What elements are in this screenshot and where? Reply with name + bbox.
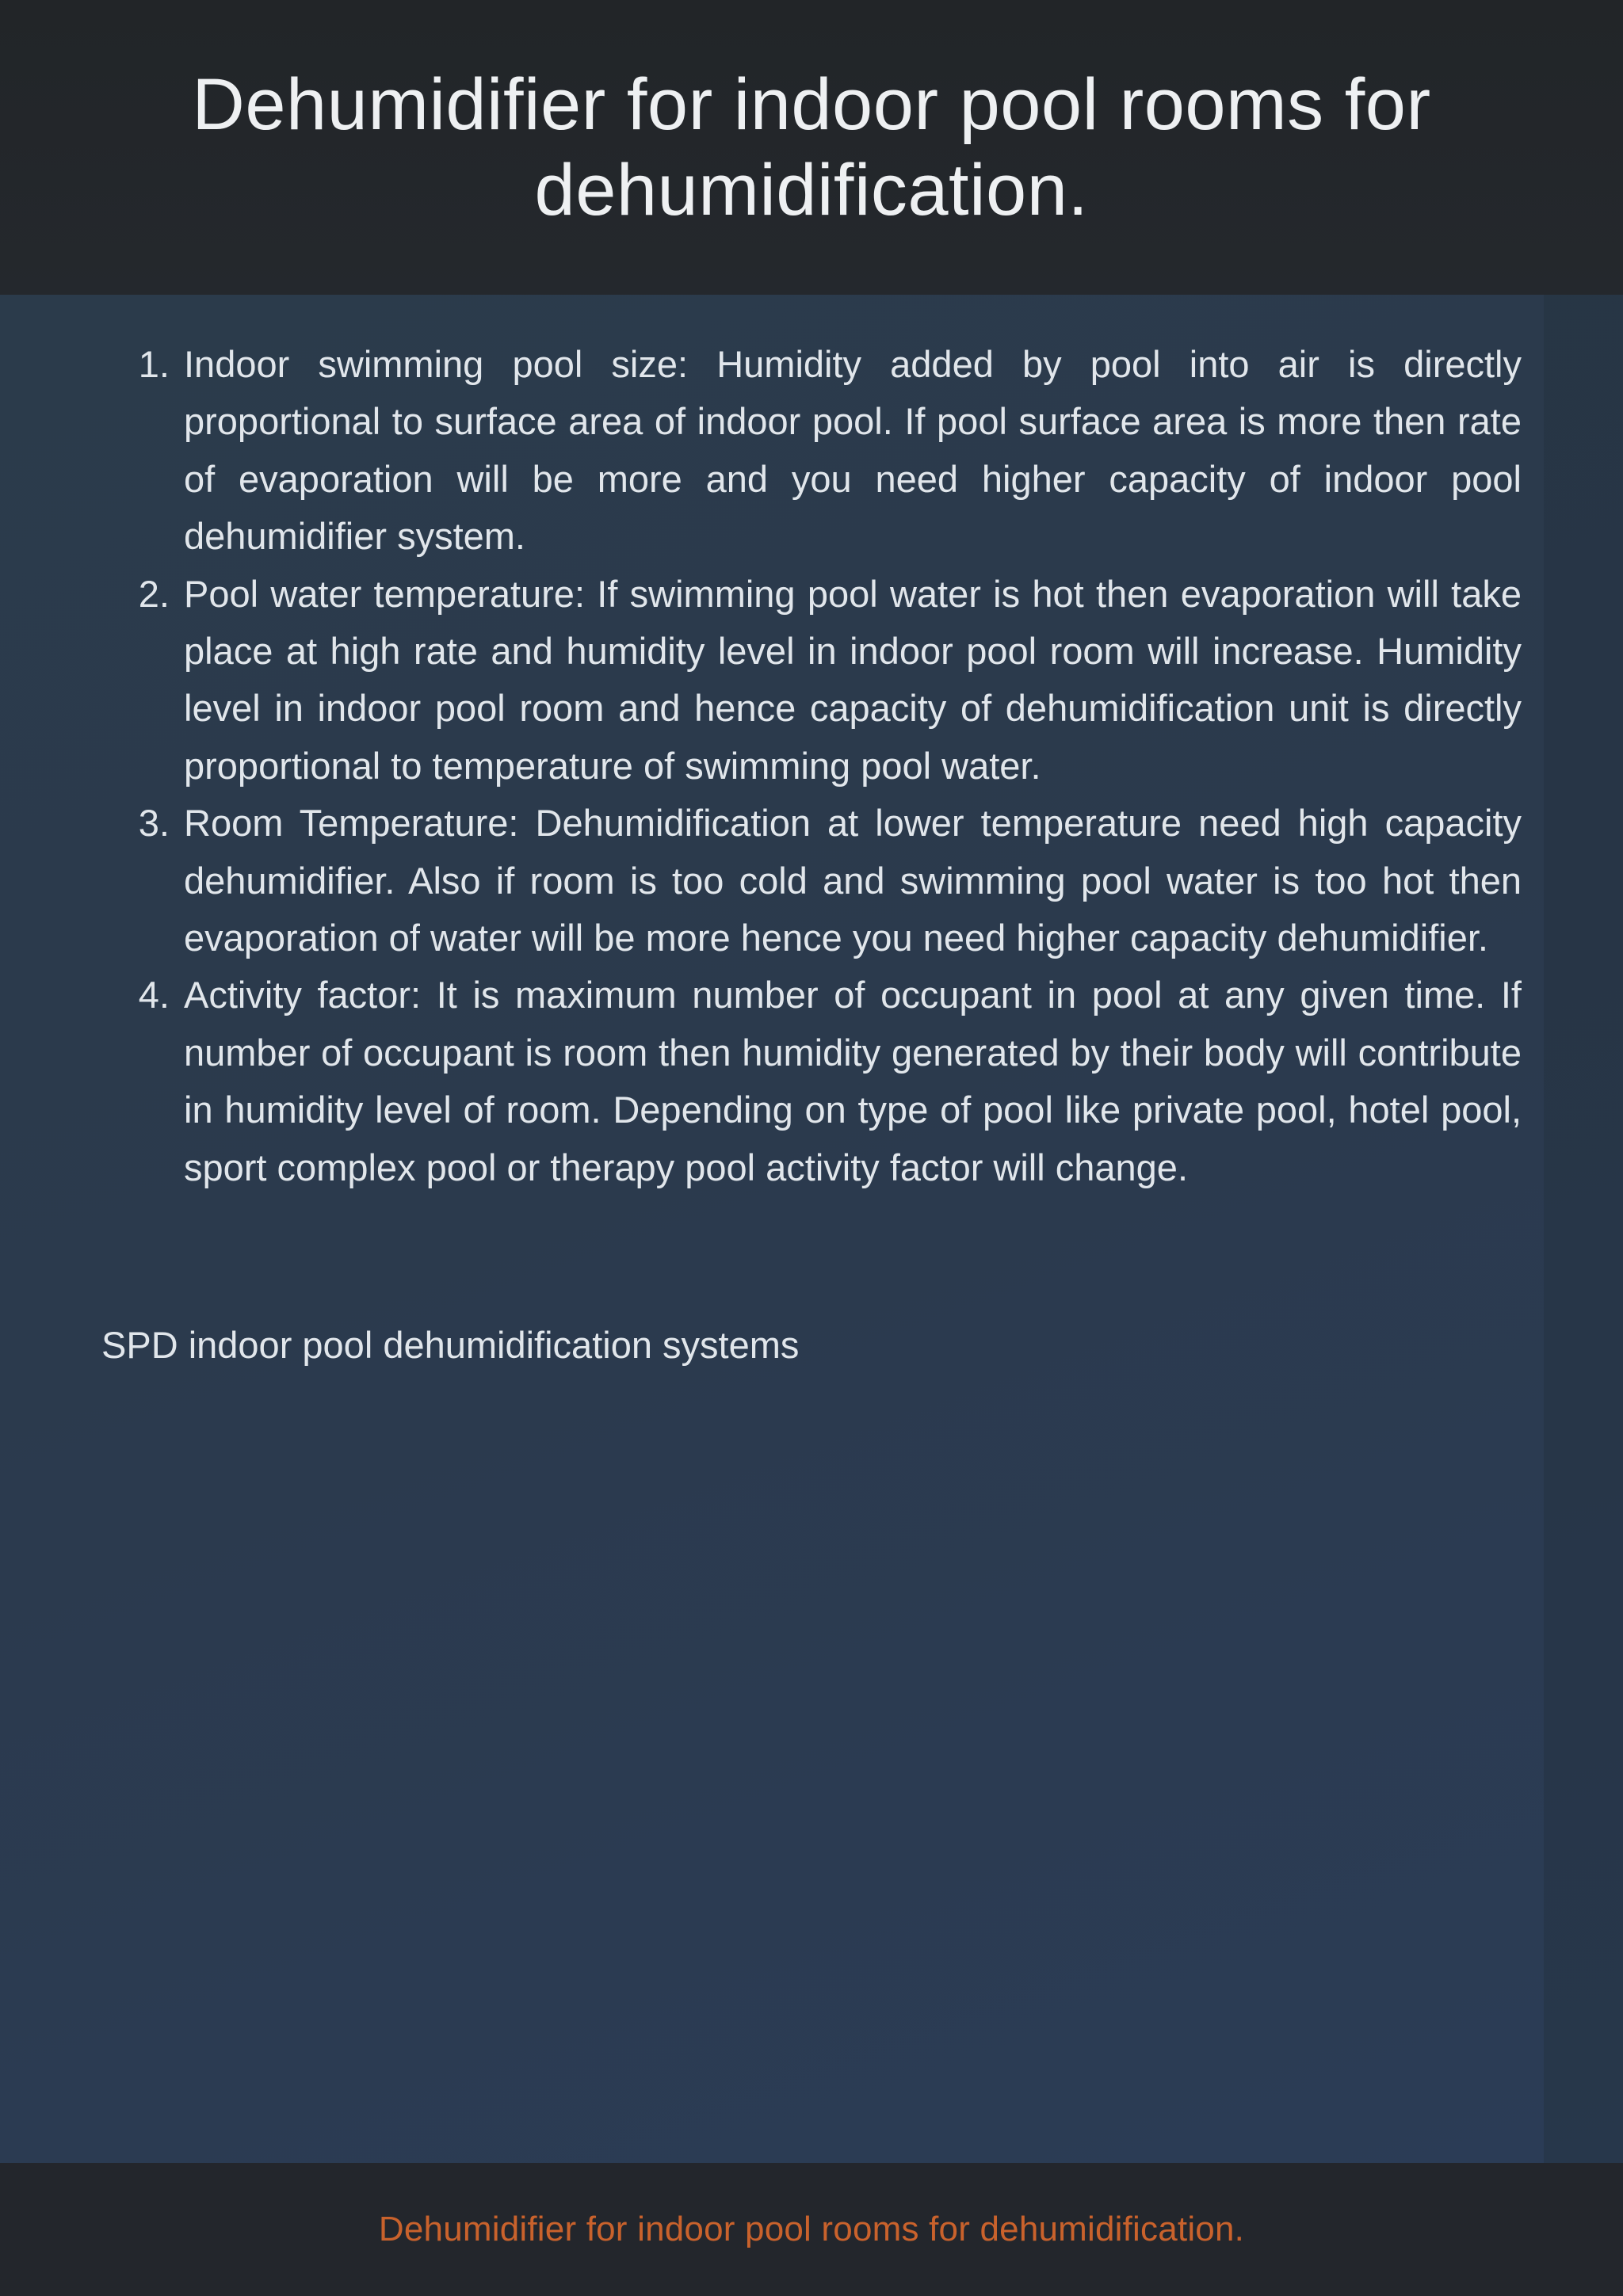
list-item-number: 3.	[138, 802, 170, 845]
list-item	[127, 795, 1522, 967]
footer-title-link[interactable]: Dehumidifier for indoor pool rooms for dehumidification.	[378, 2210, 1245, 2248]
list-item-number: 4.	[138, 974, 170, 1016]
factor-list	[127, 336, 1522, 1196]
list-item-text: Room Temperature: Dehumidification at lower temperature need high capacity dehumidifier. Also if room is too cold and swimming pool water is too hot then evaporation of water will be more hence you need higher capacity dehumidifier.	[184, 802, 1522, 959]
list-item-text: Pool water temperature: If swimming pool water is hot then evaporation will take place at high rate and humidity level in indoor pool room will increase. Humidity level in indoor pool room and hence capacity of dehumidification unit is directly proportional to temperature of swimming pool water.	[184, 572, 1522, 787]
list-item-number: 2.	[138, 572, 170, 615]
list-item-number: 1.	[138, 343, 170, 385]
list-item-text: Indoor swimming pool size: Humidity added by pool into air is directly proportional to surface area of indoor pool. If pool surface area is more then rate of evaporation will be more and you need higher capacity of indoor pool dehumidifier system.	[184, 343, 1522, 558]
page-header	[0, 0, 1623, 295]
list-item	[127, 336, 1522, 566]
page-title: Dehumidifier for indoor pool rooms for dehumidification.	[192, 64, 1431, 231]
list-item	[127, 967, 1522, 1196]
main-content	[0, 295, 1623, 2163]
list-item	[127, 566, 1522, 795]
page-footer	[0, 2163, 1623, 2296]
closing-text: SPD indoor pool dehumidification systems	[101, 1324, 800, 1366]
list-item-text: Activity factor: It is maximum number of occupant in pool at any given time. If number of occupant is room then humidity generated by their body will contribute in humidity level of room. Depending on type of pool like private pool, hotel pool, sport complex pool or therapy pool activity factor will change.	[184, 974, 1522, 1188]
right-edge-shade	[1544, 295, 1623, 2163]
